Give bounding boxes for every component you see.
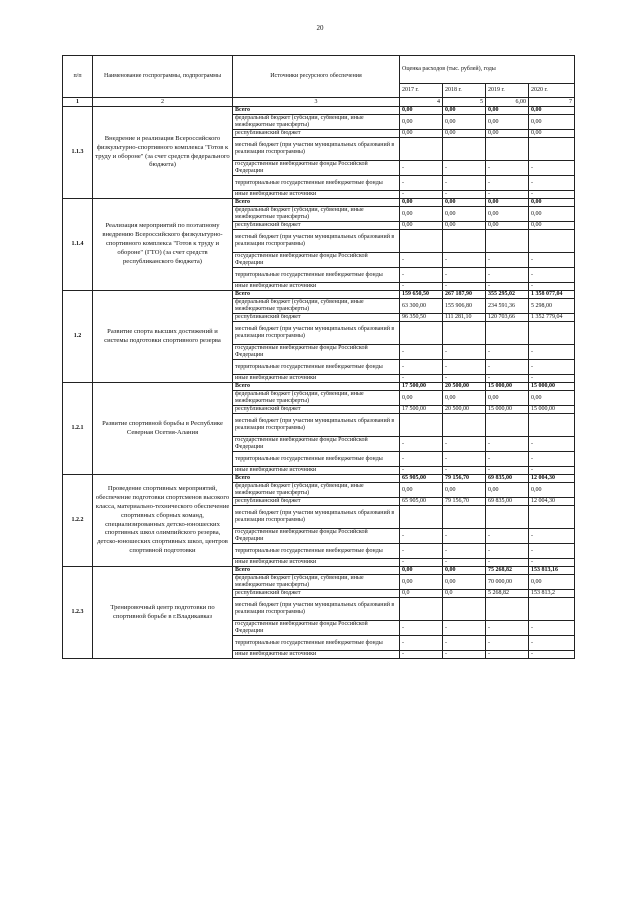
value-cell-2019 [486, 506, 529, 529]
page-number: 20 [316, 24, 324, 32]
value-cell-2019: 69 835,00 [486, 475, 529, 483]
value-cell-2018: 0,00 [443, 115, 486, 130]
value-cell-2018: - [443, 467, 486, 475]
source-label: иные внебюджетные источники [233, 283, 400, 291]
source-label: федеральный бюджет (субсидии, субвенции, иные межбюджетные трансферты) [233, 575, 400, 590]
value-cell-2019: 120 703,66 [486, 314, 529, 322]
index-cell: 2 [93, 98, 233, 107]
source-label: федеральный бюджет (субсидии, субвенции, иные межбюджетные трансферты) [233, 299, 400, 314]
value-cell-2020: 153 813,16 [529, 567, 575, 575]
header-year-2020: 2020 г. [529, 84, 575, 98]
header-estimate: Оценка расходов (тыс. рублей), годы [400, 56, 575, 84]
value-cell-2019 [486, 414, 529, 437]
value-cell-2018 [443, 414, 486, 437]
value-cell-2018 [443, 598, 486, 621]
value-cell-2019: 0,00 [486, 107, 529, 115]
value-cell-2018: 0,00 [443, 207, 486, 222]
value-cell-2017: - [400, 375, 443, 383]
value-cell-2017: 159 650,50 [400, 291, 443, 299]
value-cell-2019: - [486, 191, 529, 199]
value-cell-2019: 234 591,36 [486, 299, 529, 314]
source-label: республиканский бюджет [233, 314, 400, 322]
value-cell-2020: 0,00 [529, 115, 575, 130]
value-cell-2020: 0,00 [529, 222, 575, 230]
value-cell-2018: 0,00 [443, 575, 486, 590]
value-cell-2018: 20 500,00 [443, 406, 486, 414]
section-number: 1.1.3 [63, 107, 93, 199]
value-cell-2017 [400, 598, 443, 621]
header-num: п/п [63, 56, 93, 98]
value-cell-2017: - [400, 452, 443, 467]
section-total-row [63, 291, 575, 299]
value-cell-2017: - [400, 529, 443, 544]
value-cell-2017: - [400, 636, 443, 651]
section-name: Проведение спортивных мероприятий, обеспечение подготовки спортсменов высокого класса, материально-технического обеспечение спортивных сборных команд, специализированных детско-юношеских спортивных школ олимпийского резерва, детско-юношеских спортивных школ, центров спортивной подготовки [93, 475, 233, 567]
value-cell-2019 [486, 322, 529, 345]
value-cell-2020: 12 004,30 [529, 475, 575, 483]
source-label: государственные внебюджетные фонды Российской Федерации [233, 437, 400, 452]
source-label: республиканский бюджет [233, 406, 400, 414]
section-name: Тренировочный центр подготовки по спортивной борьбе в г.Владикавказ [93, 567, 233, 659]
value-cell-2017: - [400, 268, 443, 283]
value-cell-2017: 63 300,00 [400, 299, 443, 314]
source-label: государственные внебюджетные фонды Российской Федерации [233, 345, 400, 360]
index-cell: 1 [63, 98, 93, 107]
header-year-2017: 2017 г. [400, 84, 443, 98]
value-cell-2018: 79 156,70 [443, 475, 486, 483]
value-cell-2020: 1 358 077,04 [529, 291, 575, 299]
value-cell-2018: - [443, 283, 486, 291]
value-cell-2018: - [443, 544, 486, 559]
value-cell-2019: 75 268,82 [486, 567, 529, 575]
value-cell-2019: 0,00 [486, 222, 529, 230]
value-cell-2018: 0,00 [443, 483, 486, 498]
value-cell-2020: 0,00 [529, 207, 575, 222]
value-cell-2018: - [443, 375, 486, 383]
header-row-1 [63, 56, 575, 84]
value-cell-2020: - [529, 268, 575, 283]
value-cell-2020 [529, 322, 575, 345]
value-cell-2017 [400, 230, 443, 253]
header-name: Наименование госпрограммы, подпрограммы [93, 56, 233, 98]
value-cell-2020: 12 004,30 [529, 498, 575, 506]
value-cell-2018 [443, 506, 486, 529]
value-cell-2018: 79 156,70 [443, 498, 486, 506]
value-cell-2020: 1 352 779,04 [529, 314, 575, 322]
value-cell-2020: 0,00 [529, 130, 575, 138]
value-cell-2017: 0,00 [400, 130, 443, 138]
value-cell-2017: 96 350,50 [400, 314, 443, 322]
section-total-row [63, 383, 575, 391]
value-cell-2017: 0,00 [400, 567, 443, 575]
section-number: 1.2 [63, 291, 93, 383]
value-cell-2019: - [486, 621, 529, 636]
value-cell-2017: 0,00 [400, 575, 443, 590]
index-cell: 4 [400, 98, 443, 107]
value-cell-2018: - [443, 360, 486, 375]
value-cell-2018: - [443, 253, 486, 268]
value-cell-2017 [400, 322, 443, 345]
source-label: федеральный бюджет (субсидии, субвенции, иные межбюджетные трансферты) [233, 207, 400, 222]
value-cell-2019: - [486, 651, 529, 659]
header-year-2018: 2018 г. [443, 84, 486, 98]
value-cell-2018: - [443, 345, 486, 360]
value-cell-2017: - [400, 651, 443, 659]
source-label: Всего [233, 383, 400, 391]
value-cell-2018: - [443, 621, 486, 636]
source-label: иные внебюджетные источники [233, 191, 400, 199]
value-cell-2019: - [486, 529, 529, 544]
source-label: территориальные государственные внебюджетные фонды [233, 268, 400, 283]
value-cell-2018 [443, 230, 486, 253]
value-cell-2018 [443, 138, 486, 161]
value-cell-2020: - [529, 283, 575, 291]
value-cell-2020: - [529, 559, 575, 567]
value-cell-2017: 0,00 [400, 483, 443, 498]
value-cell-2017: 65 905,00 [400, 475, 443, 483]
value-cell-2019: 0,00 [486, 207, 529, 222]
value-cell-2018: - [443, 176, 486, 191]
source-label: местный бюджет (при участии муниципальных образований в реализации госпрограммы) [233, 138, 400, 161]
value-cell-2020 [529, 598, 575, 621]
value-cell-2019: 355 295,02 [486, 291, 529, 299]
value-cell-2020 [529, 230, 575, 253]
value-cell-2020: - [529, 345, 575, 360]
value-cell-2019: 0,00 [486, 199, 529, 207]
value-cell-2020: 0,00 [529, 391, 575, 406]
value-cell-2018: - [443, 437, 486, 452]
source-label: федеральный бюджет (субсидии, субвенции, иные межбюджетные трансферты) [233, 483, 400, 498]
value-cell-2019: - [486, 467, 529, 475]
value-cell-2019: - [486, 437, 529, 452]
value-cell-2019: 5 268,82 [486, 590, 529, 598]
source-label: местный бюджет (при участии муниципальных образований в реализации госпрограммы) [233, 598, 400, 621]
section-number: 1.2.2 [63, 475, 93, 567]
value-cell-2020: 0,00 [529, 199, 575, 207]
value-cell-2019: - [486, 544, 529, 559]
value-cell-2017: - [400, 437, 443, 452]
value-cell-2018: - [443, 452, 486, 467]
value-cell-2017: 0,00 [400, 199, 443, 207]
value-cell-2018: - [443, 191, 486, 199]
value-cell-2019: 70 000,00 [486, 575, 529, 590]
value-cell-2020: 15 000,00 [529, 406, 575, 414]
value-cell-2020: - [529, 375, 575, 383]
value-cell-2019: - [486, 253, 529, 268]
value-cell-2019: - [486, 176, 529, 191]
value-cell-2020 [529, 414, 575, 437]
value-cell-2017: 65 905,00 [400, 498, 443, 506]
budget-table-body [63, 56, 575, 659]
value-cell-2018: 20 500,00 [443, 383, 486, 391]
value-cell-2017: - [400, 467, 443, 475]
value-cell-2017: - [400, 176, 443, 191]
section-name: Развитие спорта высших достижений и системы подготовки спортивного резерва [93, 291, 233, 383]
source-label: местный бюджет (при участии муниципальных образований в реализации госпрограммы) [233, 322, 400, 345]
value-cell-2017: - [400, 283, 443, 291]
value-cell-2017: 0,00 [400, 115, 443, 130]
index-cell: 7 [529, 98, 575, 107]
source-label: территориальные государственные внебюджетные фонды [233, 176, 400, 191]
value-cell-2019: - [486, 375, 529, 383]
value-cell-2019: 15 000,00 [486, 406, 529, 414]
source-label: иные внебюджетные источники [233, 375, 400, 383]
value-cell-2020: 5 298,00 [529, 299, 575, 314]
source-label: иные внебюджетные источники [233, 467, 400, 475]
value-cell-2017 [400, 138, 443, 161]
source-label: местный бюджет (при участии муниципальных образований в реализации госпрограммы) [233, 506, 400, 529]
value-cell-2020: - [529, 636, 575, 651]
value-cell-2018: 0,00 [443, 567, 486, 575]
value-cell-2017: - [400, 544, 443, 559]
section-number: 1.2.1 [63, 383, 93, 475]
value-cell-2019: - [486, 452, 529, 467]
value-cell-2017: 17 500,00 [400, 406, 443, 414]
value-cell-2020: 153 813,2 [529, 590, 575, 598]
source-label: республиканский бюджет [233, 130, 400, 138]
value-cell-2018 [443, 322, 486, 345]
value-cell-2018: 0,00 [443, 391, 486, 406]
value-cell-2020: - [529, 176, 575, 191]
value-cell-2017: - [400, 161, 443, 176]
value-cell-2019 [486, 598, 529, 621]
source-label: республиканский бюджет [233, 498, 400, 506]
value-cell-2019: - [486, 636, 529, 651]
source-label: республиканский бюджет [233, 590, 400, 598]
value-cell-2020: - [529, 191, 575, 199]
value-cell-2017: 17 500,00 [400, 383, 443, 391]
value-cell-2020: - [529, 621, 575, 636]
value-cell-2019 [486, 138, 529, 161]
section-total-row [63, 199, 575, 207]
header-year-2019: 2019 г. [486, 84, 529, 98]
value-cell-2019: 0,00 [486, 130, 529, 138]
value-cell-2018: 0,00 [443, 107, 486, 115]
value-cell-2019: 0,00 [486, 115, 529, 130]
section-total-row [63, 567, 575, 575]
value-cell-2017: 0,0 [400, 590, 443, 598]
value-cell-2018: 155 906,80 [443, 299, 486, 314]
value-cell-2018: - [443, 268, 486, 283]
value-cell-2019: - [486, 345, 529, 360]
value-cell-2017: 0,00 [400, 222, 443, 230]
source-label: Всего [233, 567, 400, 575]
value-cell-2018: 0,00 [443, 222, 486, 230]
source-label: Всего [233, 107, 400, 115]
value-cell-2020: 15 000,00 [529, 383, 575, 391]
source-label: республиканский бюджет [233, 222, 400, 230]
value-cell-2020: - [529, 467, 575, 475]
value-cell-2020: - [529, 161, 575, 176]
value-cell-2018: - [443, 651, 486, 659]
value-cell-2019: - [486, 360, 529, 375]
value-cell-2020: - [529, 529, 575, 544]
value-cell-2020: - [529, 544, 575, 559]
value-cell-2018: 0,00 [443, 130, 486, 138]
value-cell-2020: - [529, 651, 575, 659]
source-label: Всего [233, 199, 400, 207]
budget-table [62, 55, 575, 659]
source-label: территориальные государственные внебюджетные фонды [233, 544, 400, 559]
header-source: Источники ресурсного обеспечения [233, 56, 400, 98]
section-total-row [63, 475, 575, 483]
source-label: местный бюджет (при участии муниципальных образований в реализации госпрограммы) [233, 414, 400, 437]
section-name: Развитие спортивной борьбы в Республике Северная Осетия-Алания [93, 383, 233, 475]
source-label: государственные внебюджетные фонды Российской Федерации [233, 621, 400, 636]
value-cell-2017: 0,00 [400, 207, 443, 222]
value-cell-2018: - [443, 559, 486, 567]
value-cell-2017: 0,00 [400, 391, 443, 406]
value-cell-2019 [486, 230, 529, 253]
value-cell-2017: - [400, 559, 443, 567]
value-cell-2018: 111 281,10 [443, 314, 486, 322]
source-label: иные внебюджетные источники [233, 651, 400, 659]
value-cell-2017: - [400, 345, 443, 360]
section-name: Внедрение и реализация Всероссийского физкультурно-спортивного комплекса "Готов к труду и обороне" (за счет средств федерального бюджета) [93, 107, 233, 199]
source-label: территориальные государственные внебюджетные фонды [233, 360, 400, 375]
source-label: государственные внебюджетные фонды Российской Федерации [233, 253, 400, 268]
index-row [63, 98, 575, 107]
value-cell-2017 [400, 414, 443, 437]
value-cell-2019: - [486, 559, 529, 567]
value-cell-2020: 0,00 [529, 483, 575, 498]
value-cell-2020: - [529, 452, 575, 467]
value-cell-2018: - [443, 161, 486, 176]
value-cell-2019: 0,00 [486, 483, 529, 498]
section-number: 1.1.4 [63, 199, 93, 291]
source-label: территориальные государственные внебюджетные фонды [233, 636, 400, 651]
value-cell-2017 [400, 506, 443, 529]
value-cell-2017: - [400, 360, 443, 375]
value-cell-2018: - [443, 529, 486, 544]
value-cell-2020 [529, 506, 575, 529]
value-cell-2020: 0,00 [529, 575, 575, 590]
source-label: территориальные государственные внебюджетные фонды [233, 452, 400, 467]
value-cell-2018: 0,0 [443, 590, 486, 598]
value-cell-2019: 69 835,00 [486, 498, 529, 506]
index-cell: 3 [233, 98, 400, 107]
source-label: федеральный бюджет (субсидии, субвенции, иные межбюджетные трансферты) [233, 391, 400, 406]
value-cell-2018: 267 187,90 [443, 291, 486, 299]
source-label: Всего [233, 475, 400, 483]
source-label: местный бюджет (при участии муниципальных образований в реализации госпрограммы) [233, 230, 400, 253]
value-cell-2020: - [529, 360, 575, 375]
index-cell: 6,00 [486, 98, 529, 107]
index-cell: 5 [443, 98, 486, 107]
value-cell-2017: - [400, 621, 443, 636]
value-cell-2017: - [400, 191, 443, 199]
section-total-row [63, 107, 575, 115]
value-cell-2018: - [443, 636, 486, 651]
value-cell-2020: - [529, 253, 575, 268]
source-label: Всего [233, 291, 400, 299]
value-cell-2019: 15 000,00 [486, 383, 529, 391]
source-label: иные внебюджетные источники [233, 559, 400, 567]
value-cell-2020: - [529, 437, 575, 452]
value-cell-2020 [529, 138, 575, 161]
source-label: государственные внебюджетные фонды Российской Федерации [233, 161, 400, 176]
source-label: федеральный бюджет (субсидии, субвенции, иные межбюджетные трансферты) [233, 115, 400, 130]
value-cell-2019: - [486, 283, 529, 291]
value-cell-2019: - [486, 161, 529, 176]
value-cell-2018: 0,00 [443, 199, 486, 207]
section-number: 1.2.3 [63, 567, 93, 659]
value-cell-2017: - [400, 253, 443, 268]
value-cell-2019: 0,00 [486, 391, 529, 406]
value-cell-2020: 0,00 [529, 107, 575, 115]
value-cell-2017: 0,00 [400, 107, 443, 115]
section-name: Реализация мероприятий по поэтапному внедрению Всероссийского физкультурно-спортивного комплекса "Готов к труду и обороне" (ГТО) (за счет средств республиканского бюджета) [93, 199, 233, 291]
source-label: государственные внебюджетные фонды Российской Федерации [233, 529, 400, 544]
value-cell-2019: - [486, 268, 529, 283]
